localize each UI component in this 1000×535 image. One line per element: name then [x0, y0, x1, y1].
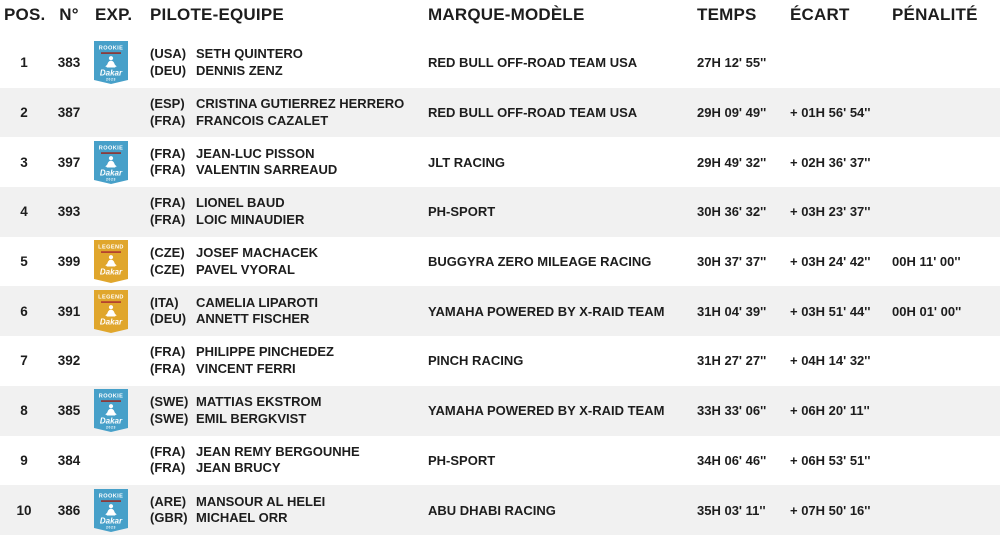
table-row: [0, 485, 1000, 535]
table-row: [0, 336, 1000, 386]
experience-cell: [90, 489, 148, 532]
gap-time: + 03H 24' 42'': [790, 254, 871, 270]
codriver-country: (FRA): [150, 211, 186, 227]
total-time: 31H 04' 39'': [697, 303, 767, 319]
driver-country: (FRA): [150, 443, 186, 459]
team-name: PINCH RACING: [428, 353, 524, 369]
badge-year: 2023: [106, 525, 116, 530]
race-number: 386: [57, 502, 81, 518]
race-number: 383: [57, 55, 81, 71]
pilot-driver: [150, 195, 428, 212]
codriver-name: DENNIS ZENZ: [196, 62, 283, 78]
pilots-cell: [148, 494, 428, 527]
badge-label: LEGEND: [98, 294, 124, 301]
race-number: 393: [57, 204, 81, 220]
badge-year: 2023: [106, 77, 116, 82]
table-body: [0, 38, 1000, 535]
table-header: [0, 0, 1000, 38]
driver-name: LIONEL BAUD: [196, 195, 285, 211]
total-time: 30H 37' 37'': [697, 254, 767, 270]
codriver-name: EMIL BERGKVIST: [196, 410, 307, 426]
dakar-wordmark: Dakar: [99, 317, 123, 327]
position-value: 10: [16, 502, 32, 518]
penalty-time: 00H 01' 00'': [892, 303, 962, 319]
gap-time: + 03H 23' 37'': [790, 204, 871, 220]
col-header-number: N°: [59, 5, 79, 24]
experience-cell: [90, 389, 148, 432]
pilot-codriver: [150, 212, 428, 229]
position-value: 9: [20, 452, 28, 468]
pilot-driver: [150, 494, 428, 511]
col-header-penalite: PÉNALITÉ: [892, 5, 978, 24]
codriver-name: MICHAEL ORR: [196, 510, 288, 526]
total-time: 30H 36' 32'': [697, 204, 767, 220]
driver-country: (ESP): [150, 96, 185, 112]
team-name: BUGGYRA ZERO MILEAGE RACING: [428, 254, 652, 270]
badge-divider: [101, 152, 121, 154]
driver-name: MANSOUR AL HELEI: [196, 493, 326, 509]
team-name: PH-SPORT: [428, 452, 496, 468]
driver-country: (CZE): [150, 245, 185, 261]
position-value: 4: [20, 204, 28, 220]
pilot-driver: [150, 96, 428, 113]
pilot-codriver: [150, 311, 428, 328]
experience-cell: [90, 240, 148, 283]
gap-time: + 01H 56' 54'': [790, 105, 871, 121]
codriver-country: (DEU): [150, 311, 187, 327]
table-row: [0, 386, 1000, 436]
codriver-country: (FRA): [150, 460, 186, 476]
position-value: 3: [20, 154, 28, 170]
total-time: 34H 06' 46'': [697, 452, 767, 468]
experience-badge: [94, 290, 128, 333]
pilot-codriver: [150, 262, 428, 279]
codriver-country: (SWE): [150, 410, 189, 426]
dakar-wordmark: Dakar: [99, 168, 123, 178]
total-time: 35H 03' 11'': [697, 502, 766, 518]
col-header-marque-modele: MARQUE-MODÈLE: [428, 5, 585, 24]
pilot-driver: [150, 146, 428, 163]
table-row: [0, 88, 1000, 138]
team-name: YAMAHA POWERED BY X-RAID TEAM: [428, 303, 665, 319]
dakar-wordmark: Dakar: [99, 267, 123, 277]
driver-country: (FRA): [150, 195, 186, 211]
badge-divider: [101, 400, 121, 402]
codriver-name: ANNETT FISCHER: [196, 311, 310, 327]
codriver-name: FRANCOIS CAZALET: [196, 112, 329, 128]
gap-time: + 04H 14' 32'': [790, 353, 871, 369]
pilot-codriver: [150, 411, 428, 428]
pilot-codriver: [150, 361, 428, 378]
dakar-wordmark: Dakar: [99, 416, 123, 426]
race-number: 392: [57, 353, 81, 369]
codriver-name: PAVEL VYORAL: [196, 261, 295, 277]
badge-divider: [101, 500, 121, 502]
team-name: RED BULL OFF-ROAD TEAM USA: [428, 105, 638, 121]
race-number: 391: [57, 303, 81, 319]
pilots-cell: [148, 146, 428, 179]
team-name: JLT RACING: [428, 154, 506, 170]
experience-cell: [90, 290, 148, 333]
experience-badge: [94, 240, 128, 283]
badge-label: LEGEND: [98, 244, 124, 251]
driver-country: (USA): [150, 46, 187, 62]
experience-cell: [90, 141, 148, 184]
col-header-temps: TEMPS: [697, 5, 757, 24]
badge-label: ROOKIE: [98, 493, 124, 500]
race-number: 397: [57, 154, 81, 170]
experience-badge: [94, 489, 128, 532]
codriver-name: LOIC MINAUDIER: [196, 211, 305, 227]
position-value: 6: [20, 303, 28, 319]
table-row: [0, 237, 1000, 287]
driver-country: (FRA): [150, 344, 186, 360]
col-header-exp: EXP.: [95, 5, 133, 24]
experience-badge: [94, 141, 128, 184]
position-value: 5: [20, 254, 28, 270]
pilots-cell: [148, 394, 428, 427]
dakar-wordmark: Dakar: [99, 68, 123, 78]
total-time: 33H 33' 06'': [697, 403, 767, 419]
experience-cell: [90, 41, 148, 84]
codriver-country: (FRA): [150, 162, 186, 178]
badge-year: 2023: [106, 425, 116, 430]
team-name: PH-SPORT: [428, 204, 496, 220]
badge-label: ROOKIE: [98, 393, 124, 400]
driver-name: SETH QUINTERO: [196, 46, 303, 62]
pilot-codriver: [150, 460, 428, 477]
position-value: 1: [20, 55, 28, 71]
codriver-country: (DEU): [150, 62, 187, 78]
race-number: 387: [57, 105, 81, 121]
pilot-driver: [150, 444, 428, 461]
position-value: 7: [20, 353, 28, 369]
pilots-cell: [148, 46, 428, 79]
driver-name: CAMELIA LIPAROTI: [196, 294, 319, 310]
pilot-driver: [150, 245, 428, 262]
pilot-driver: [150, 46, 428, 63]
pilots-cell: [148, 344, 428, 377]
team-name: ABU DHABI RACING: [428, 502, 556, 518]
pilot-driver: [150, 344, 428, 361]
driver-country: (FRA): [150, 145, 186, 161]
codriver-name: JEAN BRUCY: [196, 460, 281, 476]
penalty-time: 00H 11' 00'': [892, 254, 961, 270]
gap-time: + 03H 51' 44'': [790, 303, 871, 319]
table-row: [0, 38, 1000, 88]
table-row: [0, 436, 1000, 486]
badge-divider: [101, 301, 121, 303]
dakar-wordmark: Dakar: [99, 516, 123, 526]
table-row: [0, 187, 1000, 237]
pilot-driver: [150, 394, 428, 411]
pilots-cell: [148, 195, 428, 228]
team-name: YAMAHA POWERED BY X-RAID TEAM: [428, 403, 665, 419]
codriver-name: VINCENT FERRI: [196, 360, 296, 376]
total-time: 29H 09' 49'': [697, 105, 767, 121]
gap-time: + 06H 53' 51'': [790, 452, 871, 468]
badge-divider: [101, 53, 121, 55]
pilots-cell: [148, 245, 428, 278]
team-name: RED BULL OFF-ROAD TEAM USA: [428, 55, 638, 71]
badge-label: ROOKIE: [98, 145, 124, 152]
table-row: [0, 137, 1000, 187]
driver-name: CRISTINA GUTIERREZ HERRERO: [196, 96, 405, 112]
race-number: 385: [57, 403, 81, 419]
driver-country: (ITA): [150, 294, 179, 310]
pilot-codriver: [150, 510, 428, 527]
race-number: 399: [57, 254, 81, 270]
driver-name: JOSEF MACHACEK: [196, 245, 319, 261]
col-header-pos: POS.: [4, 5, 46, 24]
pilots-cell: [148, 96, 428, 129]
position-value: 8: [20, 403, 28, 419]
col-header-pilote-equipe: PILOTE-EQUIPE: [150, 5, 284, 24]
badge-label: ROOKIE: [98, 45, 124, 52]
total-time: 27H 12' 55'': [697, 55, 767, 71]
codriver-name: VALENTIN SARREAUD: [196, 162, 338, 178]
codriver-country: (GBR): [150, 510, 188, 526]
gap-time: + 07H 50' 16'': [790, 502, 871, 518]
pilots-cell: [148, 444, 428, 477]
driver-name: MATTIAS EKSTROM: [196, 394, 322, 410]
pilot-codriver: [150, 162, 428, 179]
driver-country: (ARE): [150, 493, 187, 509]
total-time: 29H 49' 32'': [697, 154, 767, 170]
driver-name: PHILIPPE PINCHEDEZ: [196, 344, 334, 360]
pilot-driver: [150, 295, 428, 312]
pilot-codriver: [150, 63, 428, 80]
badge-divider: [101, 251, 121, 253]
driver-name: JEAN-LUC PISSON: [196, 145, 315, 161]
col-header-ecart: ÉCART: [790, 5, 850, 24]
pilots-cell: [148, 295, 428, 328]
experience-badge: [94, 389, 128, 432]
race-number: 384: [57, 452, 81, 468]
driver-country: (SWE): [150, 394, 189, 410]
gap-time: + 06H 20' 11'': [790, 403, 870, 419]
codriver-country: (CZE): [150, 261, 185, 277]
gap-time: + 02H 36' 37'': [790, 154, 871, 170]
codriver-country: (FRA): [150, 112, 186, 128]
driver-name: JEAN REMY BERGOUNHE: [196, 443, 360, 459]
pilot-codriver: [150, 113, 428, 130]
codriver-country: (FRA): [150, 360, 186, 376]
badge-year: 2023: [106, 177, 116, 182]
total-time: 31H 27' 27'': [697, 353, 767, 369]
position-value: 2: [20, 105, 28, 121]
experience-badge: [94, 41, 128, 84]
table-row: [0, 286, 1000, 336]
